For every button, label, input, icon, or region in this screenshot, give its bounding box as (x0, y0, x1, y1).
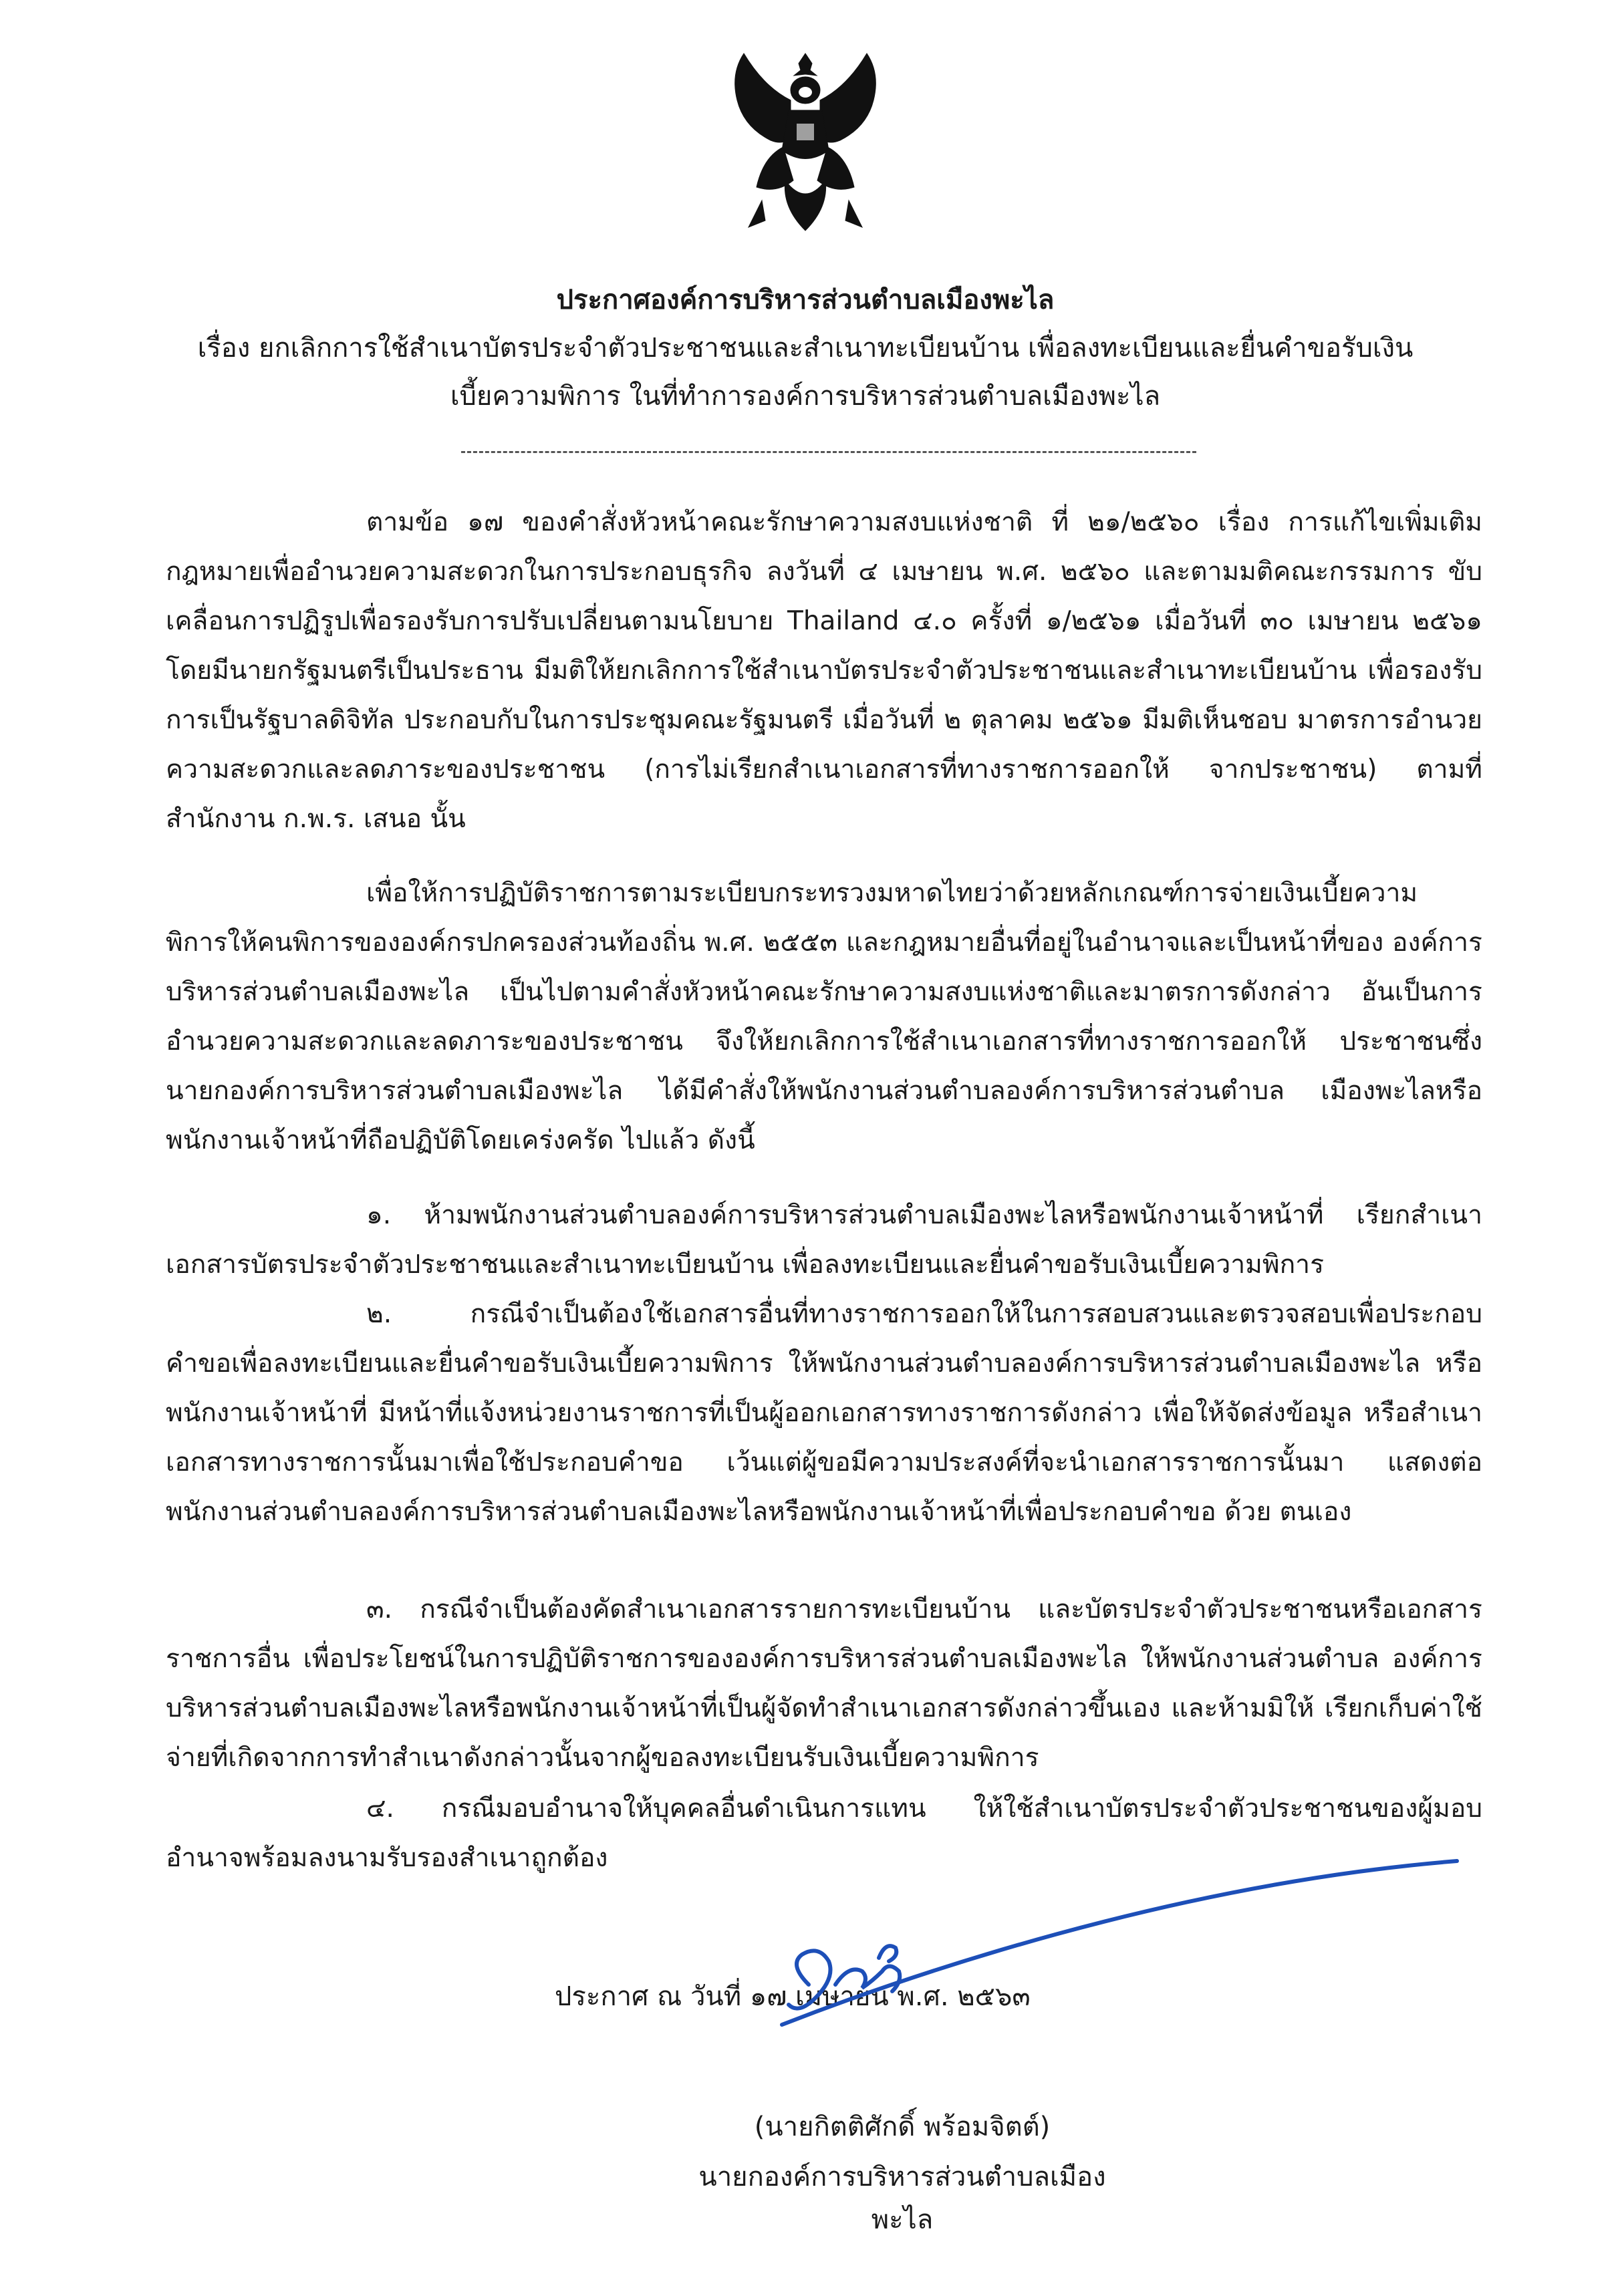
garuda-emblem (722, 47, 889, 241)
list-item-1: ๑. ห้ามพนักงานส่วนตำบลองค์การบริหารส่วนตำบลเมืองพะไลหรือพนักงานเจ้าหน้าที่ เรียกสำเนา เอกสารบัตรประจำตัวประชาชนและสำเนาทะเบียนบ้าน เพื่อลงทะเบียนและยื่นคำขอรับเงินเบี้ยความพิการ (166, 1200, 1482, 1280)
list-item-3: ๓. กรณีจำเป็นต้องคัดสำเนาเอกสารรายการทะเบียนบ้าน และบัตรประจำตัวประชาชนหรือเอกสาร ราชการอื่น เพื่อประโยชน์ในการปฏิบัติราชการขององค์การบริหารส่วนตำบลเมืองพะไล ให้พนักงานส่วนตำบล องค์การบริหารส่วนตำบลเมืองพะไลหรือพนักงานเจ้าหน้าที่เป็นผู้จัดทำสำเนาเอกสารดังกล่าวขึ้นเอง และห้ามมิให้ เรียกเก็บค่าใช้จ่ายที่เกิดจากการทำสำเนาดังกล่าวนั้นจากผู้ขอลงทะเบียนรับเงินเบี้ยความพิการ (166, 1594, 1482, 1773)
signer-name: (นายกิตติศักดิ์ พร้อมจิตต์) (754, 2112, 1051, 2142)
signer-title: นายกองค์การบริหารส่วนตำบลเมืองพะไล (698, 2162, 1106, 2235)
subject-line-1: เรื่อง ยกเลิกการใช้สำเนาบัตรประจำตัวประชาชนและสำเนาทะเบียนบ้าน เพื่อลงทะเบียนและยื่นคำขอรับเงิน (197, 333, 1414, 364)
announcement-title: ประกาศองค์การบริหารส่วนตำบลเมืองพะไล (556, 285, 1055, 315)
list-item-4: ๔. กรณีมอบอำนาจให้บุคคลอื่นดำเนินการแทน ให้ใช้สำเนาบัตรประจำตัวประชาชนของผู้มอบ อำนาจพร้อมลงนามรับรองสำเนาถูกต้อง (166, 1793, 1482, 1873)
handwritten-signature (769, 1804, 1470, 2085)
paragraph-1: ตามข้อ ๑๗ ของคำสั่งหัวหน้าคณะรักษาความสงบแห่งชาติ ที่ ๒๑/๒๕๖๐ เรื่อง การแก้ไขเพิ่มเติม กฎหมายเพื่ออำนวยความสะดวกในการประกอบธุรกิจ ลงวันที่ ๔ เมษายน พ.ศ. ๒๕๖๐ และตามมติคณะกรรมการ ขับเคลื่อนการปฏิรูปเพื่อรองรับการปรับเปลี่ยนตามนโยบาย Thailand ๔.๐ ครั้งที่ ๑/๒๕๖๑ เมื่อวันที่ ๓๐ เมษายน ๒๕๖๑ โดยมีนายกรัฐมนตรีเป็นประธาน มีมติให้ยกเลิกการใช้สำเนาบัตรประจำตัวประชาชนและสำเนาทะเบียนบ้าน เพื่อรองรับการเป็นรัฐบาลดิจิทัล ประกอบกับในการประชุมคณะรัฐมนตรี เมื่อวันที่ ๒ ตุลาคม ๒๕๖๑ มีมติเห็นชอบ มาตรการอำนวยความสะดวกและลดภาระของประชาชน (การไม่เรียกสำเนาเอกสารที่ทางราชการออกให้ จากประชาชน) ตามที่สำนักงาน ก.พ.ร. เสนอ นั้น (166, 507, 1482, 834)
subject-line-2: เบี้ยความพิการ ในที่ทำการองค์การบริหารส่วนตำบลเมืองพะไล (450, 381, 1161, 412)
paragraph-2: เพื่อให้การปฏิบัติราชการตามระเบียบกระทรวงมหาดไทยว่าด้วยหลักเกณฑ์การจ่ายเงินเบี้ยความ พิการให้คนพิการขององค์กรปกครองส่วนท้องถิ่น พ.ศ. ๒๕๕๓ และกฎหมายอื่นที่อยู่ในอำนาจและเป็นหน้าที่ของ องค์การบริหารส่วนตำบลเมืองพะไล เป็นไปตามคำสั่งหัวหน้าคณะรักษาความสงบแห่งชาติและมาตรการดังกล่าว อันเป็นการอำนวยความสะดวกและลดภาระของประชาชน จึงให้ยกเลิกการใช้สำเนาเอกสารที่ทางราชการออกให้ ประชาชนซึ่งนายกองค์การบริหารส่วนตำบลเมืองพะไล ได้มีคำสั่งให้พนักงานส่วนตำบลองค์การบริหารส่วนตำบล เมืองพะไลหรือพนักงานเจ้าหน้าที่ถือปฏิบัติโดยเคร่งครัด ไปแล้ว ดังนี้ (166, 878, 1482, 1155)
list-item-2: ๒. กรณีจำเป็นต้องใช้เอกสารอื่นที่ทางราชการออกให้ในการสอบสวนและตรวจสอบเพื่อประกอบ คำขอเพื่อลงทะเบียนและยื่นคำขอรับเงินเบี้ยความพิการ ให้พนักงานส่วนตำบลองค์การบริหารส่วนตำบลเมืองพะไล หรือพนักงานเจ้าหน้าที่ มีหน้าที่แจ้งหน่วยงานราชการที่เป็นผู้ออกเอกสารทางราชการดังกล่าว เพื่อให้จัดส่งข้อมูล หรือสำเนาเอกสารทางราชการนั้นมาเพื่อใช้ประกอบคำขอ เว้นแต่ผู้ขอมีความประสงค์ที่จะนำเอกสารราชการนั้นมา แสดงต่อพนักงานส่วนตำบลองค์การบริหารส่วนตำบลเมืองพะไลหรือพนักงานเจ้าหน้าที่เพื่อประกอบคำขอ ด้วย ตนเอง (166, 1299, 1482, 1527)
announcement-date: ประกาศ ณ วันที่ ๑๗ เมษายน พ.ศ. ๒๕๖๓ (555, 1981, 1031, 2012)
header-divider (461, 451, 1196, 453)
